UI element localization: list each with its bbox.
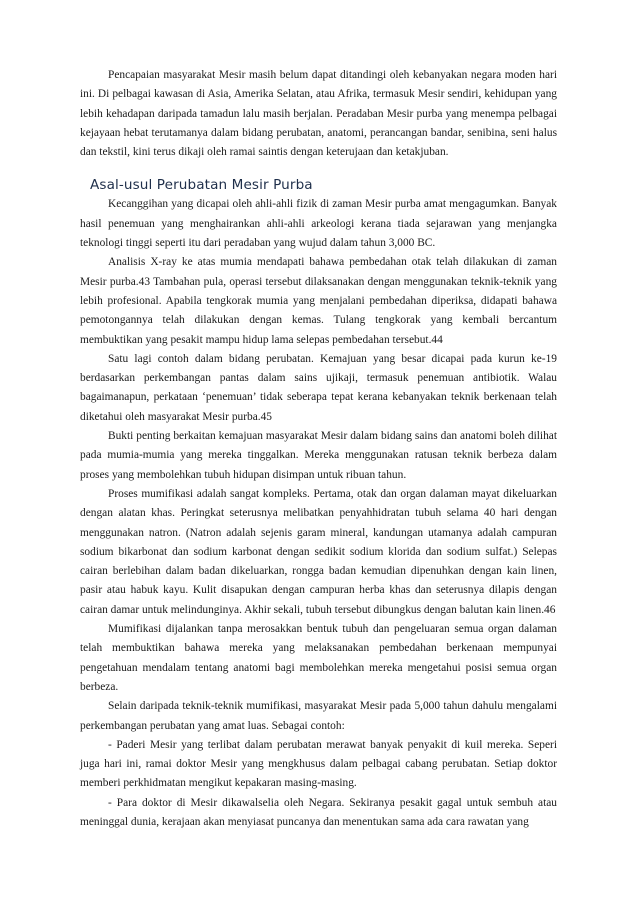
body-paragraph: Bukti penting berkaitan kemajuan masyarakat Mesir dalam bidang sains dan anatomi boleh dilihat pada mumia-mumia yang mereka tinggalkan. Mereka menggunakan ratusan teknik berbeza dalam proses yang membolehkan tubuh hidupan disimpan untuk ribuan tahun. bbox=[80, 430, 557, 481]
list-item-paragraph: - Para doktor di Mesir dikawalselia oleh Negara. Sekiranya pesakit gagal untuk sembuh atau meninggal dunia, kerajaan akan menyiasat puncanya dan menentukan sama ada cara rawatan yang bbox=[80, 796, 557, 828]
intro-paragraph: Pencapaian masyarakat Mesir masih belum dapat ditandingi oleh kebanyakan negara moden hari ini. Di pelbagai kawasan di Asia, Amerika Selatan, atau Afrika, termasuk Mesir sendiri, kehidupan yang lebih kehadapan daripada tamadun lalu masih berjalan. Peradaban Mesir purba yang menempa pelbagai kejayaan hebat terutamanya dalam bidang perubatan, anatomi, perancangan bandar, senibina, seni halus dan tekstil, kini terus dikaji oleh ramai saintis dengan keterujaan dan ketakjuban. bbox=[80, 69, 557, 159]
body-paragraph: Mumifikasi dijalankan tanpa merosakkan bentuk tubuh dan pengeluaran semua organ dalaman telah membuktikan bahawa mereka yang melaksanakan pembedahan berkenaan mempunyai pengetahuan mendalam tentang anatomi bagi membolehkan mereka mengetahui posisi semua organ berbeza. bbox=[80, 623, 557, 693]
body-paragraph: Analisis X-ray ke atas mumia mendapati bahawa pembedahan otak telah dilakukan di zaman Mesir purba.43 Tambahan pula, operasi tersebut dilaksanakan dengan menggunakan teknik-teknik yang lebih profesional. Apabila tengkorak mumia yang menjalani pembedahan diperiksa, didapati bahawa pemotongannya telah dilakukan dengan kemas. Tulang tengkorak yang kembali bercantum membuktikan yang pesakit mampu hidup lama selepas pembedahan tersebut.44 bbox=[80, 256, 557, 346]
body-paragraph: Kecanggihan yang dicapai oleh ahli-ahli fizik di zaman Mesir purba amat mengagumkan. Banyak hasil penemuan yang menghairankan ahli-ahli arkeologi kerana tiada sejarawan yang menjangka teknologi tinggi seperti itu dari peradaban yang wujud dalam tahun 3,000 BC. bbox=[80, 198, 557, 250]
body-paragraph: Satu lagi contoh dalam bidang perubatan. Kemajuan yang besar dicapai pada kurun ke-19 berdasarkan perkembangan pantas dalam sains ujikaji, termasuk penemuan antibiotik. Walau bagaimanapun, perkataan ‘penemuan’ tidak seberapa tepat kerana kebanyakan teknik berkenaan telah diketahui oleh masyarakat Mesir purba.45 bbox=[80, 352, 557, 423]
body-paragraph: Proses mumifikasi adalah sangat kompleks. Pertama, otak dan organ dalaman mayat dikeluarkan dengan alatan khas. Peringkat seterusnya melibatkan penyahhidratan tubuh selama 40 hari dengan menggunakan natron. (Natron adalah sejenis garam mineral, kandungan utamanya adalah campuran sodium bikarbonat dan sodium karbonat dengan sedikit sodium klorida dan sodium sulfat.) Selepas cairan berlebihan dalam badan dikeluarkan, rongga badan kemudian dipenuhkan dengan kain linen, pasir atau habuk kayu. Kulit disapukan dengan campuran herba khas dan seterusnya dilapis dengan cairan damar untuk melindunginya. Akhir sekali, tubuh tersebut dibungkus dengan balutan kain linen.46 bbox=[80, 487, 557, 616]
body-paragraph: Selain daripada teknik-teknik mumifikasi, masyarakat Mesir pada 5,000 tahun dahulu mengalami perkembangan perubatan yang amat luas. Sebagai contoh: bbox=[80, 700, 557, 732]
document-page bbox=[80, 66, 557, 832]
list-item-paragraph: - Paderi Mesir yang terlibat dalam perubatan merawat banyak penyakit di kuil mereka. Seperi juga hari ini, ramai doktor Mesir yang mengkhusus dalam pelbagai cabang perubatan. Setiap doktor memberi perkhidmatan mengikut kepakaran masing-masing. bbox=[80, 738, 557, 790]
section-heading: Asal-usul Perubatan Mesir Purba bbox=[90, 177, 313, 194]
